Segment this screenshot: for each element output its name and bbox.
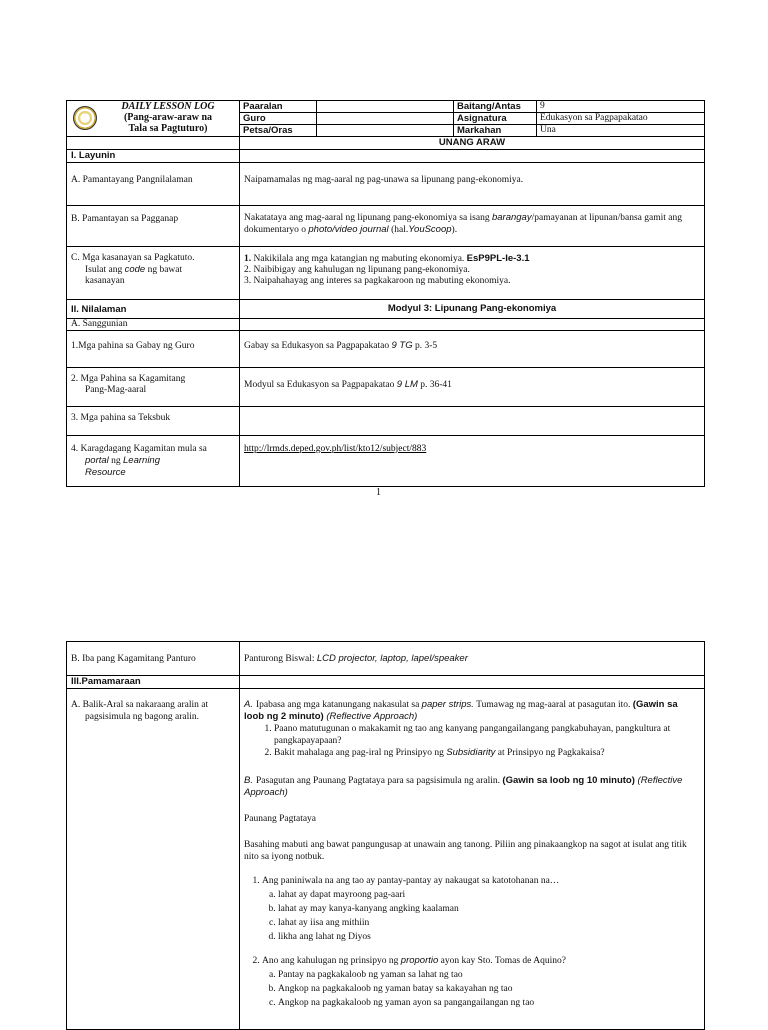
- label-baitang: Baitang/Antas: [454, 101, 537, 113]
- option-1b: b. lahat ay may kanya-kanyang angking kaalaman: [278, 903, 700, 915]
- question-a2: 2. Bakit mahalaga ang pag-iral ng Prinsipyo ng Subsidiarity at Prinsipyo ng Pagkakaisa?: [274, 747, 700, 759]
- sanggunian-heading: A. Sanggunian: [67, 319, 240, 331]
- row-r3-label: 3. Mga pahina sa Teksbuk: [67, 407, 240, 436]
- lrmds-link[interactable]: http://lrmds.deped.gov.ph/list/kto12/subject/883: [244, 444, 427, 454]
- row-b-label: B. Pamantayan sa Pagganap: [67, 206, 240, 247]
- layunin-heading: I. Layunin: [67, 150, 240, 163]
- value-guro: [317, 113, 454, 125]
- day-empty-cell: [67, 137, 240, 150]
- option-1a: a. lahat ay dapat mayroong pag-aari: [278, 889, 700, 901]
- quiz-questions: [244, 875, 700, 1009]
- balik-aral-label: A. Balik-Aral sa nakaraang aralin at pagsisimula ng bagong aralin.: [67, 689, 240, 1030]
- value-asignatura: Edukasyon sa Pagpapakatao: [537, 113, 705, 125]
- layunin-empty: [240, 150, 705, 163]
- row-r3-value: [240, 407, 705, 436]
- day-heading: UNANG ARAW: [240, 137, 705, 150]
- option-1c: c. lahat ay iisa ang mithiin: [278, 917, 700, 929]
- value-baitang: 9: [537, 101, 705, 113]
- title-line3: Tala sa Pagtuturo): [128, 123, 208, 134]
- row-b-value: Nakatataya ang mag-aaral ng lipunang pang-ekonomiya sa isang barangay/pamayanan at lipunan/bansa gamit ang dokumentaryo o photo/video journal (hal.YouScoop).: [240, 206, 705, 247]
- value-paaralan: [317, 101, 454, 113]
- row-r4-label: 4. Karagdagang Kagamitan mula sa portal ng Learning Resource: [67, 436, 240, 487]
- row-r2-value: Modyul sa Edukasyon sa Pagpapakatao 9 LM p. 36-41: [240, 368, 705, 407]
- activity-a: A. Ipabasa ang mga katanungang nakasulat sa paper strips. Tumawag ng mag-aaral at pasagutan ito. (Gawin sa loob ng 2 minuto) (Reflective Approach): [244, 699, 678, 722]
- row-c-value: [240, 247, 705, 300]
- option-2c: c. Angkop na pagkakaloob ng yaman ayon sa pangangailangan ng tao: [278, 997, 700, 1009]
- pamamaraan-empty: [240, 676, 705, 689]
- label-petsa: Petsa/Oras: [240, 125, 317, 137]
- instructions: Basahing mabuti ang bawat pangungusap at unawain ang tanong. Piliin ang pinakaangkop na sagot at isulat ang titik nito sa iyong notbuk.: [244, 840, 687, 862]
- row-r2-label: 2. Mga Pahina sa Kagamitang Pang-Mag-aaral: [67, 368, 240, 407]
- label-guro: Guro: [240, 113, 317, 125]
- pamamaraan-heading: III.Pamamaraan: [67, 676, 240, 689]
- quiz-question-2: 2. Ano ang kahulugan ng prinsipyo ng proportio ayon kay Sto. Tomas de Aquino? a. Pantay na pagkakaloob ng yaman sa lahat ng tao b. Angkop na pagkakaloob ng yaman batay sa kakayahan ng tao c. Angkop na pagkakaloob ng yaman ayon sa pangangailangan ng tao: [262, 955, 700, 1009]
- quiz-question-2-options: [262, 969, 700, 1009]
- row-c-label: C. Mga kasanayan sa Pagkatuto. Isulat ang code ng bawat kasanayan: [67, 247, 240, 300]
- row-a-value: Naipamamalas ng mag-aaral ng pag-unawa sa lipunang pang-ekonomiya.: [240, 163, 705, 206]
- row-r4-value: [240, 436, 705, 487]
- quiz-question-1: 1. Ang paniniwala na ang tao ay pantay-pantay ay nakaugat sa katotohanan na… a. lahat ay dapat mayroong pag-aari b. lahat ay may kanya-kanyang angking kaalaman c. lahat ay iisa ang mithiin d. likha ang lahat ng Diyos: [262, 875, 700, 943]
- lesson-log-table-page2: [66, 641, 705, 1030]
- value-petsa: [317, 125, 454, 137]
- skill-item-2: 2. Naibibigay ang kahulugan ng lipunang pang-ekonomiya.: [244, 265, 470, 275]
- iba-label: B. Iba pang Kagamitang Panturo: [67, 642, 240, 676]
- value-markahan: Una: [537, 125, 705, 137]
- deped-seal-icon: [73, 106, 97, 130]
- lesson-log-table-page1: [66, 100, 705, 487]
- title-line2: (Pang-araw-araw na: [123, 112, 213, 123]
- label-paaralan: Paaralan: [240, 101, 317, 113]
- paunang-pagtataya-title: Paunang Pagtataya: [244, 814, 317, 824]
- option-2a: a. Pantay na pagkakaloob ng yaman sa lahat ng tao: [278, 969, 700, 981]
- title-line1: DAILY LESSON LOG: [121, 101, 215, 112]
- activity-b: B. Pasagutan ang Paunang Pagtataya para sa pagsisimula ng aralin. (Gawin sa loob ng 10 minuto) (Reflective Approach): [244, 775, 683, 798]
- header-title-cell: [67, 101, 240, 137]
- option-1d: d. likha ang lahat ng Diyos: [278, 931, 700, 943]
- skill-item-1: 1. Nakikilala ang mga katangian ng mabuting ekonomiya. EsP9PL-Ie-3.1: [244, 253, 530, 264]
- skill-item-3: 3. Naipahahayag ang interes sa pagkakaroon ng mabuting ekonomiya.: [244, 276, 511, 286]
- label-asignatura: Asignatura: [454, 113, 537, 125]
- question-a1: 1. Paano matutugunan o makakamit ng tao ang kanyang pangangailangang pangkabuhayan, pangkultura at pangkapayapaan?: [274, 723, 700, 747]
- label-markahan: Markahan: [454, 125, 537, 137]
- nilalaman-heading: II. Nilalaman: [67, 300, 240, 319]
- option-2b: b. Angkop na pagkakaloob ng yaman batay sa kakayahan ng tao: [278, 983, 700, 995]
- sanggunian-empty: [240, 319, 705, 331]
- page-number: 1: [376, 487, 381, 498]
- iba-value: Panturong Biswal: LCD projector, laptop, lapel/speaker: [240, 642, 705, 676]
- modyul-title: Modyul 3: Lipunang Pang-ekonomiya: [240, 300, 705, 319]
- balik-aral-content: [240, 689, 705, 1030]
- row-r1-label: 1.Mga pahina sa Gabay ng Guro: [67, 331, 240, 368]
- row-r1-value: Gabay sa Edukasyon sa Pagpapakatao 9 TG p. 3-5: [240, 331, 705, 368]
- activity-a-questions: [244, 723, 700, 759]
- quiz-question-1-options: [262, 889, 700, 943]
- row-a-label: A. Pamantayang Pangnilalaman: [67, 163, 240, 206]
